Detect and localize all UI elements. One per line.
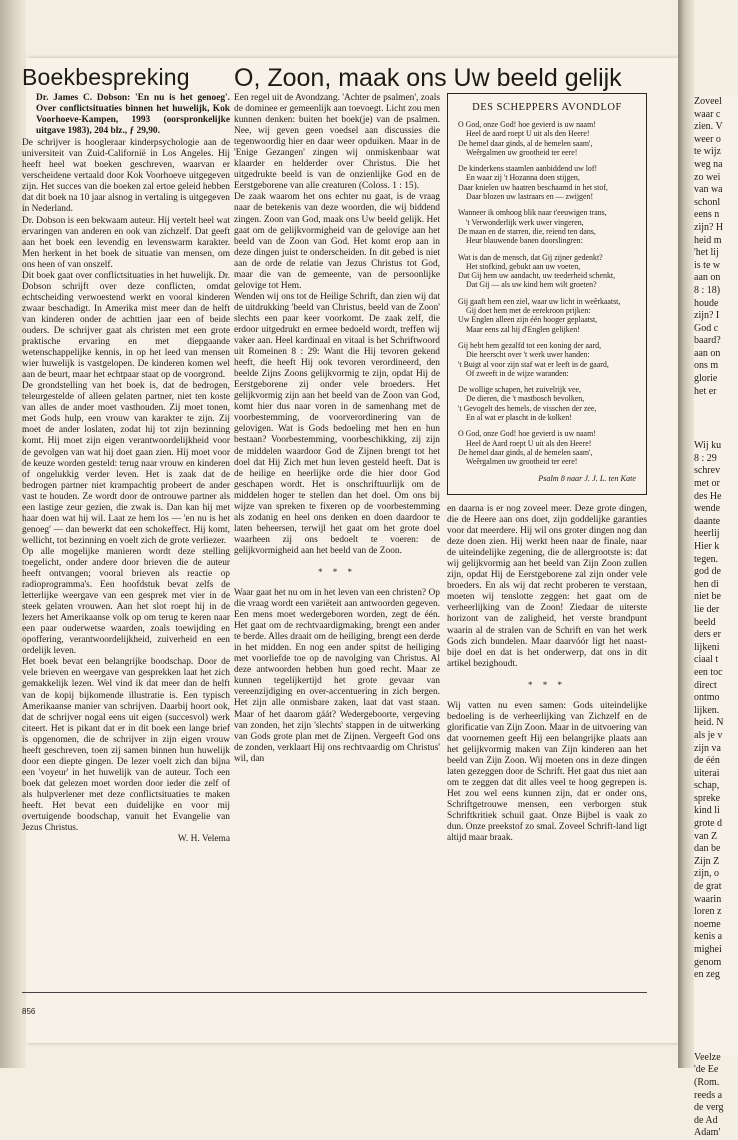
footer-rule xyxy=(22,992,647,993)
next-page-line: ders er xyxy=(694,629,721,641)
next-page-line: eens n xyxy=(694,209,720,221)
poem-stanza xyxy=(458,297,636,334)
next-page-line: schrev xyxy=(694,465,721,477)
article-paragraph: Wenden wij ons tot de Heilige Schrift, dan zien wij dat de uitdrukking 'beeld van Christus, beeld van de Zoon' slechts een paar keer voorkomt. De zaak zelf, die erdoor uitgedrukt en ermee bedoeld wordt, treffen wij vaker aan. Heel kardinaal en vitaal is het Schriftwoord uit Romeinen 8 : 29: Want die Hij tevoren gekend heeft, die heeft Hij ook tevoren verordineerd, den beelde Zijns Zoons gelijkvormig te zijn, opdat Hij de Eerstgeborene zij onder vele broeders. Het gelijkvormig zijn aan het beeld van de Zoon van God, komt hier dus naar voren in de samenhang met de voorbestemming, de voorverordinering van de gelovigen. Wat is Gods bedoeling met hen en hun bestaan? Voorbestemming, voorbeschikking, zij zijn de middelen waardoor God de Zijnen brengt tot het doel dat Hij Zich met hun leven gesteld heeft. Dat is de heilige en heerlijke orde die hier door God geschapen wordt. Het is onschriftuurlijk om de middelen hoger te stellen dan het doel. Om ons bij wijze van spreken te fixeren op de voorbestemming als zodanig en heel ons denken en doen daardoor te laten beheersen, terwijl het gaat om het grote doel waarheen zij ons bedoelt te voeren: de gelijkvormigheid aan het beeld van de Zoon. xyxy=(234,291,440,556)
next-page-line: 8 : 29 xyxy=(694,452,717,464)
review-paragraph: Dit boek gaat over conflictsituaties in het huwelijk. Dr. Dobson schrijft over deze conflicten, omdat echtscheiding verwoestend werkt en vooral kinderen zwaar beschadigt. In Amerika mist meer dan de helft van kinderen onder de achttien jaar een of beide ouders. De schrijver gaat als christen met een grote praktische ervaring en met diepgaande wetenschappelijke kennis, in op het leed van mensen wier huwelijk is vastgelopen. De kinderen komen wel aan de beurt, maar het echtpaar staat op de voorgrond. xyxy=(22,270,230,381)
next-page-line: te wijz xyxy=(694,146,721,158)
section-break: * * * xyxy=(318,566,356,577)
article-column-2 xyxy=(447,504,647,844)
next-page-line: zo wei xyxy=(694,171,721,183)
poem-line: Daar blozen uw lastraars en — zwijgen! xyxy=(466,192,594,202)
poem-line: Gij gaaft hem een ziel, waar uw licht in weêrkaatst, xyxy=(458,296,621,306)
next-page-line: aan on xyxy=(694,272,721,284)
next-page-line: 8 : 18) xyxy=(694,284,721,296)
poem-stanza xyxy=(458,120,636,157)
poem-line: Wanneer ik omhoog blik naar t'eeuwigen trans, xyxy=(458,208,607,218)
next-page-line: de verg xyxy=(694,1102,724,1114)
review-paragraph: De schrijver is hoogleraar kinderpsychologie aan de universiteit van Zuid-Californië in Los Angeles. Hij heeft heel wat boeken geschreven, waarvan er verscheidene vertaald door Kok Voorhoeve uitgegeven zijn. Het succes van die boeken zal ertoe geleid hebben dat dit boek na 10 jaar alsnog in vertaling is uitgegeven in Nederland. xyxy=(22,138,230,215)
poem-line: Het stofkind, gebukt aan uw voeten, xyxy=(466,261,581,271)
book-gutter xyxy=(678,0,694,1068)
next-page-line: zijn? I xyxy=(694,310,720,322)
poem-line: Heur blauwende banen doorslingren: xyxy=(466,236,583,246)
poem-line: Gij doet hem met de eerekroon prijken: xyxy=(466,306,591,316)
article-paragraph: Een regel uit de Avondzang. 'Achter de psalmen', zoals de dominee er gemeenlijk aan toevoegt. Licht zou men kunnen denken: buiten het boek(je) van de psalmen. Nee, wij geven geen voedsel aan discussies die tegenwoordig hier en daar weer opduiken. Maar in de 'Enige Gezangen' zingen wij onmiskenbaar wat klaarder en helderder over Christus. Die het uitgedrukte beeld is van de onzienlijke God en de Eerstgeborene van alle creaturen (Coloss. 1 : 15). xyxy=(234,93,440,192)
poem-stanza xyxy=(458,208,636,245)
next-page-line: de Ad xyxy=(694,1114,718,1126)
poem-line: O God, onze God! hoe gevierd is uw naam! xyxy=(458,429,596,439)
next-page-line: noeme xyxy=(694,918,721,930)
next-page-line: als je v xyxy=(694,729,723,741)
poem-stanza xyxy=(458,253,636,290)
next-page-line: de één xyxy=(694,755,720,767)
next-page-fragment xyxy=(694,96,738,1139)
next-page-line: weg na xyxy=(694,158,723,170)
poem-stanza xyxy=(458,164,636,201)
poem-line: De hemel daar ginds, al de hemelen saam', xyxy=(458,138,593,148)
next-page-line: genom xyxy=(694,956,722,968)
next-page-line: loren z xyxy=(694,906,722,918)
next-page-line: schap, xyxy=(694,780,720,792)
next-page-line: aan on xyxy=(694,347,721,359)
next-page-block-3 xyxy=(694,1052,738,1140)
poem-line: Maar eens zal hij d'Englen gelijken! xyxy=(466,324,580,334)
next-page-line: lie der xyxy=(694,603,720,615)
article-heading: O, Zoon, maak ons Uw beeld gelijk xyxy=(234,64,622,92)
poem-line: De maan en de starren, die, reiend ten dans, xyxy=(458,226,596,236)
review-paragraph: Op alle mogelijke manieren wordt deze stelling toegelicht, onder andere door brieven die de auteur heeft ontvangen; vooral brieven als reactie op radioprogramma's. Een hoofdstuk bevat zelfs de letterlijke weergave van een gesprek met vier in de steek gelaten vrouwen. Aan het slot roept hij in de lezers het Amerikaanse volk op om terug te keren naar een paar ouderwetse waarden, zoals toewijding en opoffering, verantwoordelijkheid, zuiverheid en een ordelijk leven. xyxy=(22,546,230,657)
article-paragraph: De zaak waarom het ons echter nu gaat, is de vraag naar de betekenis van deze woorden, die wij biddend zingen. Zoon van God, maak ons Uw beeld gelijk. Het gaat om de gelijkvormigheid van de gelovige aan het beeld van de Zoon van God. Het komt erop aan in deze dingen juist te onderscheiden. In dit gebed is niet aan de orde de relatie van Jezus Christus tot God, maar die van de gemeente, van de persoonlijke gelovige tot Hem. xyxy=(234,192,440,291)
poem-line: Uw Englen alleen zijn één hooger geplaatst, xyxy=(458,315,598,325)
next-page-line: zijn, o xyxy=(694,868,719,880)
next-page-line: Adam' xyxy=(694,1127,721,1139)
poem-title: DES SCHEPPERS AVONDLOF xyxy=(472,102,622,113)
poem-line: Heel de Aard roept U uit als den Heere! xyxy=(466,438,592,448)
next-page-line: ciaal t xyxy=(694,654,719,666)
next-page-line: is te w xyxy=(694,259,721,271)
next-page-line: (Rom. xyxy=(694,1076,720,1088)
next-page-line: kind li xyxy=(694,805,720,817)
poem-line: Wat is dan de mensch, dat Gij zijner gedenkt? xyxy=(458,252,603,262)
next-page-block-2 xyxy=(694,440,738,982)
next-page-line: glorie xyxy=(694,373,718,385)
review-paragraph: Het boek bevat een belangrijke boodschap. Door de vele brieven en weergave van gesprekken laat het zich gemakkelijk lezen. Wel vind ik dat meer dan de helft van de kopij bijkomende illustratie is. Een typisch Amerikaanse manier van schrijven. Daarbij hoort ook, dat de schrijver nogal eens uit eigen (succesvol) werk citeert. Het is pikant dat er in dit boek een lange brief is opgenomen, die de schrijver in zijn eigen vrouw heeft geschreven, toen zij samen binnen hun huwelijk door een diepte gingen. De lezer voelt zich dan bijna een 'voyeur' in het huwelijk van de auteur. Toch een boek dat gelezen moet worden door ieder die zelf of als hulpverlener met deze conflictsituaties te maken heeft. Het bevat een duidelijke en voor mij overtuigende boodschap, vanuit het Evangelie van Jezus Christus. xyxy=(22,657,230,834)
next-page-line: heid. N xyxy=(694,717,724,729)
next-page-line: beeld xyxy=(694,616,716,628)
article-paragraph: Wij vatten nu even samen: Gods uiteindelijke bedoeling is de verheerlijking van Zichzelf en de glorificatie van Zijn Zoon. Maar in de uitvoering van dat voornemen geeft Hij een belangrijke plaats aan het gelijkvormig maken van Zijn kinderen aan het beeld van Zijn Zoon. Wij moeten ons in deze dingen laten gezeggen door de Schrift. Het gaat dus niet aan om te zeggen dat dit alles veel te hoog gegrepen is. Het zou wel eens kunnen zijn, dat er onder ons, Schriftgetrouwe mensen, een verborgen stuk Schriftkritiek schuil gaat. Onze Bijbel is vaak zo dun. Onze preekstof zo smal. Zoveel Schrift-land ligt altijd maar braak. xyxy=(447,700,647,844)
next-page-line: ontmo xyxy=(694,692,720,704)
poem-line: Of zweeft in de wijze waranden: xyxy=(466,368,569,378)
poem-line: De kinderkens staamlen aanbiddend uw lof! xyxy=(458,164,598,174)
poem-box xyxy=(447,93,647,495)
review-paragraph: De grondstelling van het boek is, dat de bedrogen, teleurgestelde of alleen gelaten partner, niet ten koste van alles de ander moet vasthouden. Zij moet tonen, met Gods hulp, een vrouw van karakter te zijn. Zij moet de ander loslaten, zodat hij tot zijn bezinning komt. Hij moet zijn eigen verantwoordelijkheid voor de gevolgen van wat hij doet gaan zien. Hij moet voor de keuze worden gesteld: terug naar vrouw en kinderen of ongelukkig verder leven. Het is zaak dat de bedrogen partner niet krampachtig probeert de ander vast te houden. Ze wordt door de ontrouwe partner als een lastige zeur gezien, die zwak is. Dan kan hij met haar doen wat hij wil. Laat ze hem los — 'en nu is het genoeg' — dan bewerkt dat een schokeffect. Hij komt, wellicht, tot bezinning en voelt zich de grote verliezer. xyxy=(22,381,230,546)
poem-line: Daar knielen uw haatren beschaamd in het stof, xyxy=(458,182,608,192)
poem-line: En waar zij 't Hozanna doen stijgen, xyxy=(466,173,580,183)
next-page-line: waar c xyxy=(694,108,721,120)
next-page-line: schonl xyxy=(694,196,721,208)
next-page-line: lijkeni xyxy=(694,641,720,653)
poem-line: Dat Gij hem uw aandacht, uw teederheid schenkt, xyxy=(458,271,616,281)
next-page-line: van Z xyxy=(694,830,718,842)
next-page-line: met or xyxy=(694,478,720,490)
poem-line: 't Verwonderlijk werk uwer vingeren, xyxy=(466,217,584,227)
poem-line: Dat Gij — als uw kind hem wilt groeten? xyxy=(466,280,597,290)
next-page-line: een toc xyxy=(694,666,723,678)
next-page-line: 'de Ee xyxy=(694,1064,719,1076)
section-break: * * * xyxy=(528,679,566,690)
poem-line: Gij hebt hem gezalfd tot een koning der aard, xyxy=(458,340,602,350)
next-page-block-1 xyxy=(694,96,738,398)
poem-line: Die heerscht over 't werk uwer handen: xyxy=(466,350,590,360)
next-page-line: grote d xyxy=(694,818,723,830)
review-column xyxy=(22,93,230,845)
next-page-line: het er xyxy=(694,385,717,397)
article-paragraph: Waar gaat het nu om in het leven van een christen? Op die vraag wordt een variëteit aan antwoorden gegeven. Een mens moet wedergeboren worden, zegt de één. Het gaat om de rechtvaardigmaking, brengt een ander te berde. Alles draait om de heiliging, brengt een derde in het midden. En nog een ander spitst de heiliging met voorliefde toe op de navolging van Christus. Al deze antwoorden hebben hun goed recht. Maar ze kunnen tegelijkertijd het grote gevaar van vereenzijdiging en over-accentuering in zich bergen. Het zijn alle onmisbare zaken, laat dat vast staan. Maar of het daarom gáát? Wedergeboorte, vergeving van zonden, het zijn 'slechts' stappen in de uitwerking van Gods grote plan met de Zijnen. Vergeeft God ons de zonden, verklaart Hij ons rechtvaardig om Christus' wil, dan xyxy=(234,588,440,764)
next-page-line: god de xyxy=(694,566,721,578)
next-page-line: direct xyxy=(694,679,717,691)
poem-line: De dieren, die 't mastbosch bevolken, xyxy=(466,394,585,404)
next-page-line: kenis a xyxy=(694,931,723,943)
next-page-line: baard? xyxy=(694,335,721,347)
next-page-line: God c xyxy=(694,322,719,334)
next-page-line: lijken. xyxy=(694,704,720,716)
poem-stanza xyxy=(458,429,636,466)
next-page-line: Zijn Z xyxy=(694,855,720,867)
book-bibliography: Dr. James C. Dobson: 'En nu is het genoeg'. Over conflictsituaties binnen het huwelijk, Kok Voorhoeve-Kampen, 1993 (oorspronkelijke uitgave 1983), 204 blz., ƒ 29,90. xyxy=(36,93,230,137)
next-page-line: weer o xyxy=(694,133,721,145)
next-page-line: daante xyxy=(694,515,721,527)
poem-line: De wollige schapen, het zuivelrijk vee, xyxy=(458,385,581,395)
next-page-line: hen di xyxy=(694,578,719,590)
next-page-line: mighei xyxy=(694,944,722,955)
next-page-line: Wij ku xyxy=(694,440,722,452)
review-paragraph: Dr. Dobson is een bekwaam auteur. Hij vertelt heel wat ervaringen van anderen en ook van zichzelf. Dat geeft aan het boek een levendig en levenswarm karakter. Men herkent in het boek de situatie van mensen, om ons heen of van onszelf. xyxy=(22,215,230,270)
page-number: 856 xyxy=(22,1007,36,1016)
next-page-line: Hier k xyxy=(694,541,720,552)
next-page-line: zijn va xyxy=(694,742,721,754)
article-paragraph: en daarna is er nog zoveel meer. Deze grote dingen, die de Heere aan ons doet, zijn goddelijke garanties voor dat meerdere. Hij wil ons groter dingen nog dan deze doen zien. Hij werkt heen naar de finale, naar de uiteindelijke zegening, die de allergrootste is: dat wij gelijkvormig aan het beeld van Zijn Zoon zullen zijn, opdat Hij de Eerstgeborene zal zijn onder vele broeders. En als wij dat recht proberen te verstaan, moeten wij tenslotte zeggen: het gaat om de verheerlijking van de Zoon! Ziedaar de uiterste horizont van de zaligheid, het verste brandpunt waarin al de stralen van de Schrift en van het werk Gods zich bundelen. Maar daarvóór ligt het naast-bije doel en dat is het onderwerp, dat ons in dit artikel bezighoudt. xyxy=(447,504,647,669)
next-page-line: houde xyxy=(694,297,719,309)
poem-line: De hemel daar ginds, al de hemelen saam', xyxy=(458,447,593,457)
next-page-line: Veelze xyxy=(694,1051,721,1063)
next-page-line: de grat xyxy=(694,881,722,893)
next-page-line: waarin xyxy=(694,893,722,905)
review-heading: Boekbespreking xyxy=(22,64,190,90)
poem-line: Weêrgalmen uw grootheid ter eere! xyxy=(466,147,578,157)
next-page-line: uiterai xyxy=(694,767,720,779)
next-page-line: 'het lij xyxy=(694,247,719,259)
poem-line: En al wat er plascht in de kolken! xyxy=(466,413,572,423)
next-page-line: heid m xyxy=(694,234,722,246)
next-page-line: spreke xyxy=(694,792,721,804)
next-page-line: zien. V xyxy=(694,121,723,133)
next-page-line: heerlij xyxy=(694,528,720,540)
article-column-1 xyxy=(234,93,440,765)
next-page-line: wende xyxy=(694,503,721,515)
next-page-line: en zeg xyxy=(694,969,720,981)
poem-stanzas xyxy=(458,120,636,467)
poem-stanza xyxy=(458,385,636,422)
poem-stanza xyxy=(458,341,636,378)
poem-credit: Psalm 8 naar J. J. L. ten Kate xyxy=(538,473,636,483)
next-page-line: ons m xyxy=(694,360,719,372)
review-signature: W. H. Velema xyxy=(177,834,230,845)
next-page-line: reeds a xyxy=(694,1089,723,1101)
poem-line: 't Buigt al voor zijn staf wat er leeft in de gaard, xyxy=(458,359,609,369)
next-page-line: Zoveel xyxy=(694,96,722,107)
next-page-line: zijn? H xyxy=(694,221,724,233)
next-page-line: des He xyxy=(694,490,722,502)
poem-line: 't Gevogelt des hemels, de visschen der zee, xyxy=(458,403,597,413)
next-page-line: niet be xyxy=(694,591,721,603)
next-page-line: tegen. xyxy=(694,553,719,565)
poem-line: Weêrgalmen uw grootheid ter eere! xyxy=(466,457,578,467)
next-page-line: dan be xyxy=(694,843,721,855)
next-page-line: van wa xyxy=(694,184,723,196)
poem-line: O God, onze God! hoe gevierd is uw naam! xyxy=(458,120,596,129)
poem-line: Heel de aard roept U uit als den Heere! xyxy=(466,129,590,139)
